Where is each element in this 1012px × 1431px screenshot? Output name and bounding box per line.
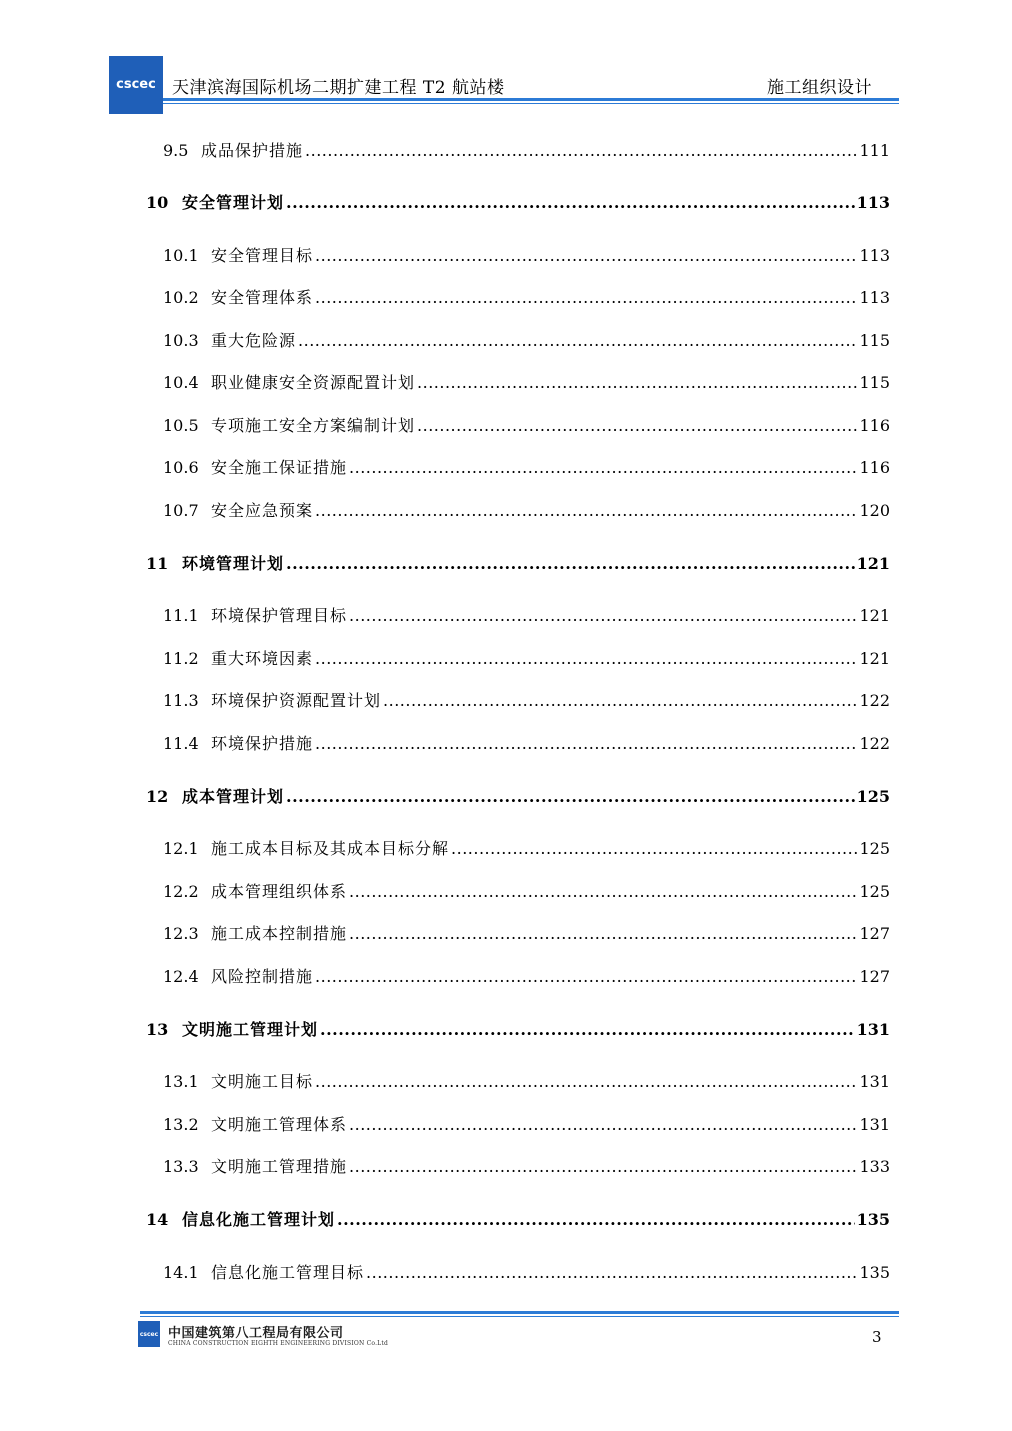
toc-entry-title: 重大环境因素 — [211, 649, 314, 668]
toc-entry-page: 125 — [856, 787, 890, 806]
company-logo — [109, 56, 163, 114]
toc-entry-number: 11.3 — [163, 691, 199, 710]
toc-entry-number: 10.1 — [163, 246, 199, 265]
toc-entry-title: 环境保护管理目标 — [211, 606, 348, 625]
toc-entry-number: 12.3 — [163, 924, 199, 943]
toc-dot-leader — [286, 554, 855, 573]
toc-entry-title: 成本管理计划 — [182, 787, 285, 806]
toc-entry-number: 14 — [146, 1210, 169, 1229]
toc-dot-leader — [337, 1210, 855, 1229]
toc-section-entry[interactable] — [163, 455, 890, 479]
toc-entry-title: 重大危险源 — [211, 331, 297, 350]
toc-entry-title: 施工成本目标及其成本目标分解 — [211, 839, 450, 858]
toc-entry-title: 环境保护资源配置计划 — [211, 691, 382, 710]
toc-entry-page: 127 — [859, 967, 890, 986]
toc-entry-number: 13 — [146, 1020, 169, 1039]
header-rule-thin — [163, 103, 899, 104]
footer-rule — [140, 1311, 899, 1314]
toc-entry-title: 安全应急预案 — [211, 501, 314, 520]
toc-section-entry[interactable] — [163, 964, 890, 988]
toc-section-entry[interactable] — [163, 1154, 890, 1178]
toc-entry-number: 10 — [146, 193, 169, 212]
toc-entry-page: 111 — [859, 141, 890, 160]
toc-dot-leader — [315, 1072, 857, 1091]
toc-entry-title: 施工成本控制措施 — [211, 924, 348, 943]
toc-section-entry[interactable] — [163, 413, 890, 437]
toc-dot-leader — [320, 1020, 855, 1039]
toc-dot-leader — [286, 193, 855, 212]
footer-rule-thin — [140, 1316, 899, 1317]
toc-entry-title: 文明施工目标 — [211, 1072, 314, 1091]
toc-entry-number: 9.5 — [163, 141, 189, 160]
toc-entry-page: 121 — [859, 606, 890, 625]
toc-entry-page: 127 — [859, 924, 890, 943]
toc-dot-leader — [305, 141, 857, 160]
toc-section-entry[interactable] — [163, 243, 890, 267]
footer-company-name-en: CHINA CONSTRUCTION EIGHTH ENGINEERING DIVISION Co.Ltd — [168, 1340, 389, 1347]
toc-entry-page: 121 — [859, 649, 890, 668]
toc-section-entry[interactable] — [163, 1112, 890, 1136]
toc-dot-leader — [315, 734, 857, 753]
toc-entry-number: 13.3 — [163, 1157, 199, 1176]
toc-entry-page: 122 — [859, 691, 890, 710]
toc-entry-number: 10.4 — [163, 373, 199, 392]
toc-entry-page: 131 — [859, 1115, 890, 1134]
toc-dot-leader — [298, 331, 857, 350]
toc-section-entry[interactable] — [163, 138, 890, 162]
toc-entry-number: 10.3 — [163, 331, 199, 350]
toc-entry-title: 职业健康安全资源配置计划 — [211, 373, 416, 392]
toc-entry-number: 11.1 — [163, 606, 199, 625]
toc-section-entry[interactable] — [163, 498, 890, 522]
toc-entry-number: 10.2 — [163, 288, 199, 307]
toc-dot-leader — [349, 924, 857, 943]
toc-dot-leader — [286, 787, 855, 806]
toc-section-entry[interactable] — [163, 370, 890, 394]
toc-entry-title: 环境管理计划 — [182, 554, 285, 573]
toc-entry-page: 122 — [859, 734, 890, 753]
toc-entry-page: 113 — [856, 193, 890, 212]
toc-entry-page: 125 — [859, 882, 890, 901]
toc-entry-title: 风险控制措施 — [211, 967, 314, 986]
toc-dot-leader — [349, 882, 857, 901]
toc-section-entry[interactable] — [163, 1069, 890, 1093]
toc-entry-page: 115 — [859, 373, 890, 392]
toc-dot-leader — [315, 288, 857, 307]
footer-logo-text: cscec — [139, 1330, 159, 1338]
toc-entry-page: 135 — [859, 1263, 890, 1282]
toc-entry-page: 113 — [859, 246, 890, 265]
footer-company-name: 中国建筑第八工程局有限公司 — [168, 1326, 344, 1341]
toc-entry-number: 13.1 — [163, 1072, 199, 1091]
toc-entry-page: 133 — [859, 1157, 890, 1176]
page-number: 3 — [872, 1328, 882, 1346]
toc-dot-leader — [315, 246, 857, 265]
toc-section-entry[interactable] — [163, 836, 890, 860]
toc-dot-leader — [349, 606, 857, 625]
toc-entry-page: 131 — [859, 1072, 890, 1091]
toc-entry-number: 10.7 — [163, 501, 199, 520]
toc-dot-leader — [417, 416, 857, 435]
logo-text: cscec — [116, 77, 156, 92]
toc-dot-leader — [315, 649, 857, 668]
toc-dot-leader — [417, 373, 857, 392]
toc-entry-title: 成本管理组织体系 — [211, 882, 348, 901]
toc-dot-leader — [349, 1115, 857, 1134]
toc-section-entry[interactable] — [163, 1260, 890, 1284]
toc-entry-title: 成品保护措施 — [201, 141, 304, 160]
footer-logo — [138, 1321, 160, 1347]
toc-dot-leader — [383, 691, 857, 710]
toc-entry-page: 120 — [859, 501, 890, 520]
toc-entry-page: 115 — [859, 331, 890, 350]
toc-entry-number: 12.1 — [163, 839, 199, 858]
toc-dot-leader — [315, 501, 857, 520]
toc-entry-number: 11 — [146, 554, 169, 573]
header-rule — [163, 98, 899, 101]
toc-chapter-entry[interactable] — [146, 551, 890, 575]
toc-chapter-entry[interactable] — [146, 1207, 890, 1231]
toc-entry-title: 文明施工管理计划 — [182, 1020, 319, 1039]
toc-entry-number: 13.2 — [163, 1115, 199, 1134]
toc-chapter-entry[interactable] — [146, 784, 890, 808]
toc-entry-title: 信息化施工管理目标 — [211, 1263, 365, 1282]
toc-dot-leader — [451, 839, 857, 858]
toc-section-entry[interactable] — [163, 328, 890, 352]
toc-entry-number: 12.2 — [163, 882, 199, 901]
toc-entry-page: 116 — [859, 416, 890, 435]
toc-dot-leader — [349, 458, 857, 477]
toc-entry-title: 专项施工安全方案编制计划 — [211, 416, 416, 435]
toc-entry-page: 113 — [859, 288, 890, 307]
toc-entry-title: 信息化施工管理计划 — [182, 1210, 336, 1229]
toc-entry-page: 121 — [856, 554, 890, 573]
toc-chapter-entry[interactable] — [146, 190, 890, 214]
toc-entry-title: 环境保护措施 — [211, 734, 314, 753]
toc-entry-title: 文明施工管理体系 — [211, 1115, 348, 1134]
toc-section-entry[interactable] — [163, 921, 890, 945]
toc-section-entry[interactable] — [163, 731, 890, 755]
toc-entry-page: 125 — [859, 839, 890, 858]
toc-section-entry[interactable] — [163, 688, 890, 712]
toc-entry-number: 14.1 — [163, 1263, 199, 1282]
toc-dot-leader — [315, 967, 857, 986]
header-document-type: 施工组织设计 — [767, 78, 872, 98]
toc-section-entry[interactable] — [163, 646, 890, 670]
toc-entry-page: 116 — [859, 458, 890, 477]
toc-entry-title: 安全施工保证措施 — [211, 458, 348, 477]
toc-section-entry[interactable] — [163, 285, 890, 309]
toc-dot-leader — [366, 1263, 857, 1282]
toc-entry-number: 12 — [146, 787, 169, 806]
toc-entry-page: 131 — [856, 1020, 890, 1039]
toc-entry-number: 10.6 — [163, 458, 199, 477]
toc-section-entry[interactable] — [163, 879, 890, 903]
header-project-title: 天津滨海国际机场二期扩建工程 T2 航站楼 — [172, 78, 505, 98]
toc-entry-title: 安全管理体系 — [211, 288, 314, 307]
toc-entry-number: 11.4 — [163, 734, 199, 753]
toc-section-entry[interactable] — [163, 603, 890, 627]
toc-chapter-entry[interactable] — [146, 1017, 890, 1041]
toc-entry-number: 12.4 — [163, 967, 199, 986]
toc-dot-leader — [349, 1157, 857, 1176]
toc-entry-title: 安全管理计划 — [182, 193, 285, 212]
toc-entry-number: 11.2 — [163, 649, 199, 668]
toc-entry-number: 10.5 — [163, 416, 199, 435]
toc-entry-title: 文明施工管理措施 — [211, 1157, 348, 1176]
toc-entry-page: 135 — [856, 1210, 890, 1229]
toc-entry-title: 安全管理目标 — [211, 246, 314, 265]
